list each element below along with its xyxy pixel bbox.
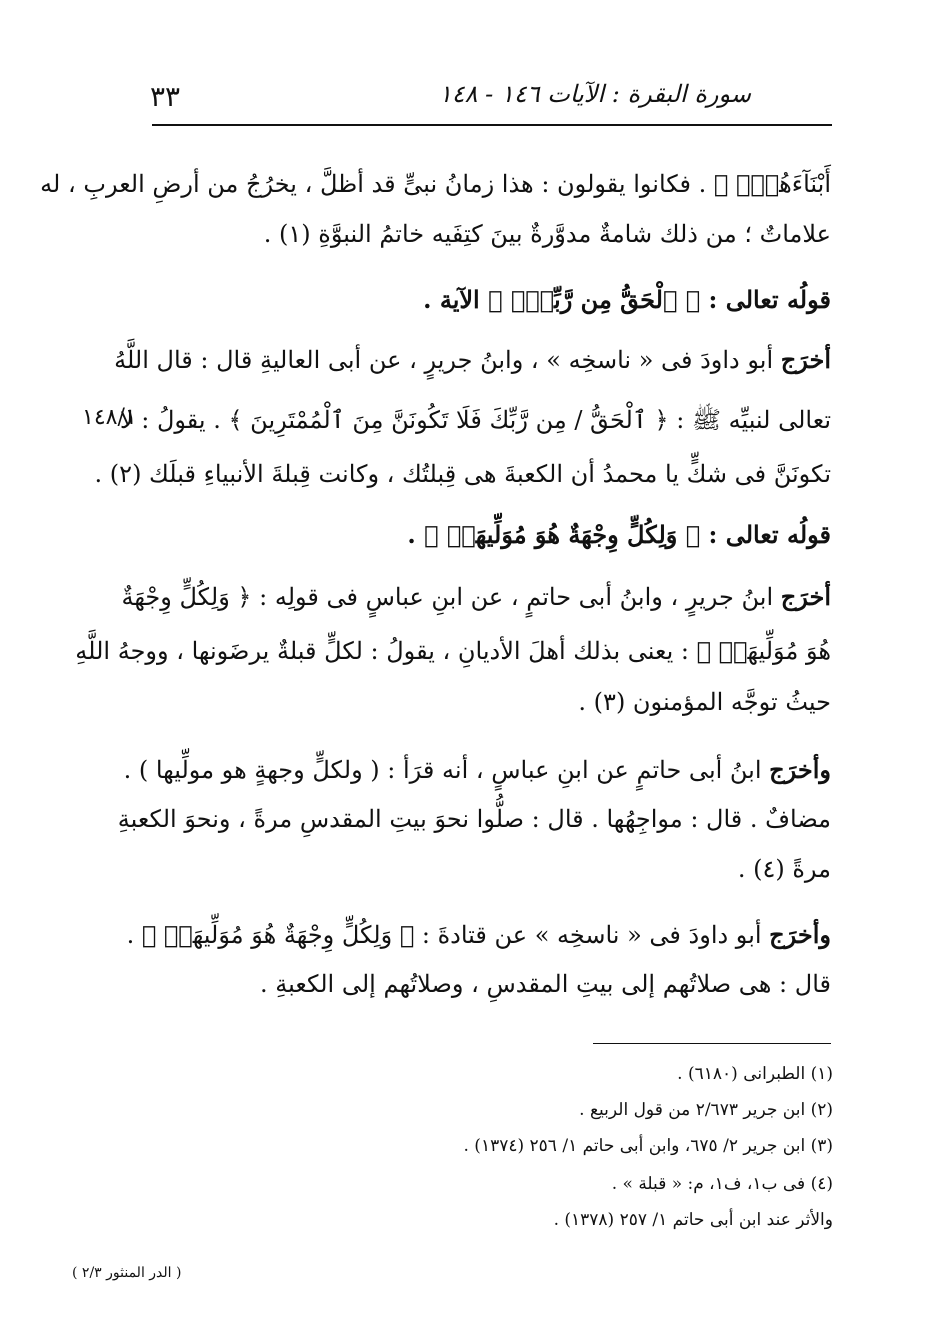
page-number: ٣٣ — [150, 80, 181, 113]
footnote-rule — [593, 1043, 831, 1044]
footnote: والأثر عند ابن أبى حاتم ١/ ٢٥٧ (١٣٧٨) . — [553, 1210, 833, 1230]
body-line: هُوَ مُوَلِّيهَاۖ ﴾ : يعنى بذلك أهلَ الأديانِ ، يقولُ : لكلٍّ قبلةٌ يرضَونها ، ووجهُ اللَّهِ — [75, 637, 831, 665]
body-line — [111, 345, 831, 374]
line-text: أبو داودَ فى « ناسخِه » ، وابنُ جريرٍ ، عن أبى العاليةِ قال : قال اللَّهُ — [114, 346, 781, 374]
line-text: أبو داودَ فى « ناسخِه » عن قتادةَ : ﴿ وَلِكُلٍّ وِجْهَةٌ هُوَ مُوَلِّيهَاۖ ﴾ . — [126, 921, 770, 949]
body-line: أَبْنَآءَهُمْۖ ﴾ . فكانوا يقولون : هذا زمانُ نبىٍّ قد أظلَّ ، يخرُجُ من أرضِ العربِ ، له — [40, 170, 831, 198]
body-line — [111, 582, 831, 611]
chapter-heading: سورة البقرة : الآيات ١٤٦ - ١٤٨ — [438, 80, 751, 108]
section-heading: قولُه تعالى : ﴿ وَلِكُلٍّ وِجْهَةٌ هُوَ مُوَلِّيهَاۖ ﴾ . — [407, 520, 831, 549]
header-rule — [152, 124, 832, 126]
body-line: علاماتٌ ؛ من ذلك شامةٌ مدوَّرةٌ بينَ كتِفَيه خاتمُ النبوَّةِ (١) . — [263, 220, 831, 248]
source-reference: ( الدر المنثور ٢/٣ ) — [72, 1265, 182, 1281]
line-text: ابنُ أبى حاتمٍ عن ابنِ عباسٍ ، أنه قرَأ : ( ولكلٍّ وجهةٍ هو مولِّيها ) . — [123, 756, 770, 784]
body-line: قال : هى صلاتُهم إلى بيتِ المقدسِ ، وصلاتُهم إلى الكعبةِ . — [260, 970, 831, 998]
body-line — [111, 920, 831, 949]
lead-word: وأخرَج — [769, 755, 831, 784]
body-line: حيثُ توجَّه المؤمنون (٣) . — [578, 688, 831, 716]
body-line: تعالى لنبيِّه ﷺ : ﴿ ٱلْحَقُّ / مِن رَّبِّكَ فَلَا تَكُونَنَّ مِنَ ٱلْمُمْتَرِينَ ﴾ . يقولُ : لا — [119, 406, 831, 434]
body-line: مضافٌ . قال : مواجِهُها . قال : صلُّوا نحوَ بيتِ المقدسِ مرةً ، ونحوَ الكعبةِ — [117, 805, 831, 833]
body-line — [111, 755, 831, 784]
body-line: تكونَنَّ فى شكٍّ يا محمدُ أن الكعبةَ هى قِبلتُك ، وكانت قِبلةَ الأنبياءِ قبلَك (٢) . — [94, 460, 831, 488]
lead-word: وأخرَج — [769, 920, 831, 949]
line-text: ابنُ جريرٍ ، وابنُ أبى حاتمٍ ، عن ابنِ عباسٍ فى قولِه : ﴿ وَلِكُلٍّ وِجْهَةٌ — [121, 583, 781, 611]
section-heading: قولُه تعالى : ﴿ ٱلْحَقُّ مِن رَّبِّكَۖ ﴾ الآية . — [423, 285, 831, 314]
footnote: (٢) ابن جرير ٢/٦٧٣ من قول الربيع . — [579, 1100, 833, 1120]
footnote: (١) الطبرانى (٦١٨٠) . — [677, 1064, 833, 1084]
footnote: (٤) فى ب١، ف١، م: « قبلة » . — [611, 1174, 833, 1194]
footnote: (٣) ابن جرير ٢/ ٦٧٥، وابن أبى حاتم ١/ ٢٥٦ (١٣٧٤) . — [463, 1136, 833, 1156]
margin-reference: ١٤٨/١ — [82, 405, 137, 430]
lead-word: أخرَج — [780, 345, 831, 374]
body-line: مرةً (٤) . — [737, 855, 831, 883]
lead-word: أخرَج — [780, 582, 831, 611]
